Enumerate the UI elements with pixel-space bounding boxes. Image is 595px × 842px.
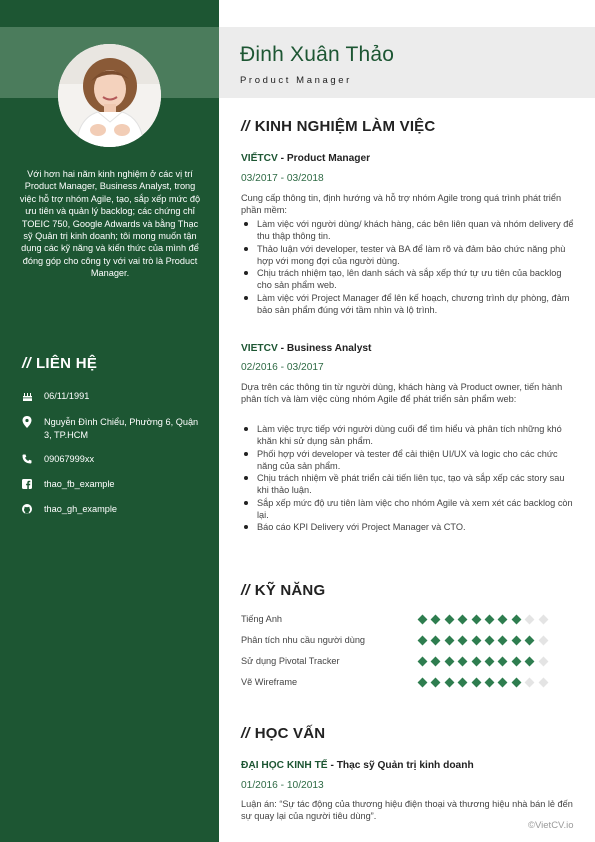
profile-photo xyxy=(58,44,161,147)
rating-dot-filled xyxy=(471,614,481,624)
rating-dot-filled xyxy=(471,677,481,687)
rating-dot-filled xyxy=(418,656,428,666)
profile-summary: Với hơn hai năm kinh nghiệm ở các vị trí Product Manager, Business Analyst, trong việc hỗ trợ nhóm Agile, tạo, sắp xếp mức độ ưu tiên và quản lý backlog; các chứng chỉ TOEIC 750, Google Adwards và bằng Thạc sỹ Quản trị kinh doanh; tôi mong muốn tận dụng các kỹ năng và kiến thức của mình để đóng góp cho công ty với vai trò là Product Manager. xyxy=(19,169,201,279)
facebook-icon xyxy=(22,478,44,490)
rating-dot-filled xyxy=(444,635,454,645)
phone-icon xyxy=(22,453,44,465)
rating-dot-empty xyxy=(538,656,548,666)
skill-rating xyxy=(419,637,547,644)
job-description: Dựa trên các thông tin từ người dùng, khách hàng và Product owner, tiến hành phân tích và làm việc cùng nhóm Agile để phát triển sản phẩm web: xyxy=(241,382,563,405)
rating-dot-empty xyxy=(538,614,548,624)
rating-dot-filled xyxy=(485,656,495,666)
heading-slash: // xyxy=(241,582,250,599)
rating-dot-filled xyxy=(498,614,508,624)
phone-text: 09067999xx xyxy=(44,454,95,464)
github-text[interactable]: thao_gh_example xyxy=(44,504,118,514)
heading-slash: // xyxy=(241,118,250,135)
experience-heading xyxy=(241,118,435,135)
education-heading-label: HỌC VẤN xyxy=(254,725,326,742)
job-separator: - xyxy=(280,153,285,164)
contact-heading-label: LIÊN HỆ xyxy=(35,355,98,372)
address-text: Nguyễn Đình Chiểu, Phường 6, Quận 3, TP.HCM xyxy=(44,417,199,440)
location-pin-icon xyxy=(22,416,44,428)
rating-dot-filled xyxy=(458,614,468,624)
rating-dot-filled xyxy=(485,677,495,687)
rating-dot-empty xyxy=(525,677,535,687)
education-description: Luận án: “Sự tác động của thương hiệu điện thoại và thương hiệu nhà bán lẻ đến sự quay lại của người tiêu dùng”. xyxy=(241,799,573,822)
job-header xyxy=(241,153,370,164)
cake-icon xyxy=(22,390,44,402)
job-bullet: Chịu trách nhiệm tạo, lên danh sách và sắp xếp thứ tự ưu tiên của backlog cho sản phẩm web. xyxy=(241,267,575,292)
education-header xyxy=(241,760,474,771)
rating-dot-filled xyxy=(511,677,521,687)
rating-dot-filled xyxy=(498,677,508,687)
skill-row xyxy=(241,613,561,625)
contact-github[interactable] xyxy=(22,503,204,516)
job-bullets xyxy=(241,423,575,534)
profile-title: Product Manager xyxy=(240,75,352,86)
rating-dot-filled xyxy=(525,656,535,666)
rating-dot-filled xyxy=(498,635,508,645)
job-bullet: Thảo luận với developer, tester và BA để làm rõ và đảm bảo chức năng phù hợp với mong đợi của người dùng. xyxy=(241,243,575,268)
education-separator: - xyxy=(330,760,334,771)
contact-address xyxy=(22,416,204,441)
skills-heading xyxy=(241,582,325,599)
rating-dot-filled xyxy=(511,635,521,645)
rating-dot-filled xyxy=(418,614,428,624)
facebook-text[interactable]: thao_fb_example xyxy=(44,479,115,489)
rating-dot-empty xyxy=(538,635,548,645)
rating-dot-filled xyxy=(431,677,441,687)
github-icon xyxy=(22,503,44,515)
rating-dot-filled xyxy=(498,656,508,666)
skill-rating xyxy=(419,658,547,665)
skills-heading-label: KỸ NĂNG xyxy=(254,582,326,599)
skill-name: Tiếng Anh xyxy=(241,614,283,624)
birthday-text: 06/11/1991 xyxy=(44,391,90,401)
rating-dot-filled xyxy=(485,614,495,624)
rating-dot-filled xyxy=(444,677,454,687)
job-header xyxy=(241,343,371,354)
skill-rating xyxy=(419,679,547,686)
skill-row xyxy=(241,634,561,646)
experience-heading-label: KINH NGHIỆM LÀM VIỆC xyxy=(254,118,436,135)
rating-dot-filled xyxy=(458,635,468,645)
job-bullet: Sắp xếp mức độ ưu tiên làm việc cho nhóm Agile và xem xét các backlog còn lại. xyxy=(241,497,575,522)
skill-rating xyxy=(419,616,547,623)
job-bullet: Chịu trách nhiệm về phát triển cải tiến liên tục, tạo và sắp xếp các story sau khi thảo luận. xyxy=(241,472,575,497)
rating-dot-filled xyxy=(444,614,454,624)
watermark: ©VietCV.io xyxy=(528,820,574,831)
rating-dot-filled xyxy=(471,635,481,645)
rating-dot-empty xyxy=(525,614,535,624)
job-bullet: Làm việc trực tiếp với người dùng cuối để tìm hiểu và phân tích những khó khăn khi sử dụng sản phẩm. xyxy=(241,423,575,448)
job-bullet: Báo cáo KPI Delivery với Project Manager và CTO. xyxy=(241,521,575,533)
education-heading xyxy=(241,725,325,742)
job-company: VIETCV xyxy=(241,343,278,354)
job-position: Business Analyst xyxy=(286,343,372,354)
contact-phone xyxy=(22,453,204,466)
rating-dot-filled xyxy=(511,656,521,666)
job-bullets xyxy=(241,218,575,316)
job-position: Product Manager xyxy=(286,153,371,164)
rating-dot-filled xyxy=(471,656,481,666)
skill-name: Phân tích nhu cầu người dùng xyxy=(241,635,366,645)
rating-dot-filled xyxy=(431,656,441,666)
rating-dot-empty xyxy=(538,677,548,687)
job-company: VIẾTCV xyxy=(241,153,278,164)
skill-row xyxy=(241,655,561,667)
job-description: Cung cấp thông tin, định hướng và hỗ trợ nhóm Agile trong quá trình phát triển phần mềm: xyxy=(241,193,562,216)
skill-row xyxy=(241,676,561,688)
rating-dot-filled xyxy=(431,635,441,645)
education-school: ĐẠI HỌC KINH TẾ xyxy=(241,760,328,771)
rating-dot-filled xyxy=(444,656,454,666)
job-bullet: Làm việc với Project Manager để lên kế hoạch, chương trình dự phòng, đảm bảo sản phẩm đúng với tầm nhìn và lộ trình. xyxy=(241,292,575,317)
rating-dot-filled xyxy=(458,656,468,666)
contact-heading xyxy=(22,355,97,372)
contact-facebook[interactable] xyxy=(22,478,204,491)
rating-dot-filled xyxy=(431,614,441,624)
avatar xyxy=(58,44,161,147)
job-bullet: Phối hợp với developer và tester để cải thiện UI/UX và logic cho các chức năng của sản phẩm. xyxy=(241,448,575,473)
rating-dot-filled xyxy=(511,614,521,624)
education-degree: Thạc sỹ Quản trị kinh doanh xyxy=(336,760,474,771)
contact-birthday xyxy=(22,390,204,403)
rating-dot-filled xyxy=(485,635,495,645)
job-bullet: Làm việc với người dùng/ khách hàng, các bên liên quan và nhóm delivery để thu thập thông tin. xyxy=(241,218,575,243)
rating-dot-filled xyxy=(418,635,428,645)
profile-name: Đinh Xuân Thảo xyxy=(240,43,395,66)
job-date: 02/2016 - 03/2017 xyxy=(241,362,324,373)
rating-dot-filled xyxy=(458,677,468,687)
rating-dot-filled xyxy=(525,635,535,645)
skill-name: Sử dụng Pivotal Tracker xyxy=(241,656,340,666)
job-date: 03/2017 - 03/2018 xyxy=(241,173,324,184)
heading-slash: // xyxy=(241,725,250,742)
skill-name: Vẽ Wireframe xyxy=(241,677,298,687)
rating-dot-filled xyxy=(418,677,428,687)
heading-slash: // xyxy=(22,355,31,372)
education-date: 01/2016 - 10/2013 xyxy=(241,780,324,791)
job-separator: - xyxy=(280,343,285,354)
